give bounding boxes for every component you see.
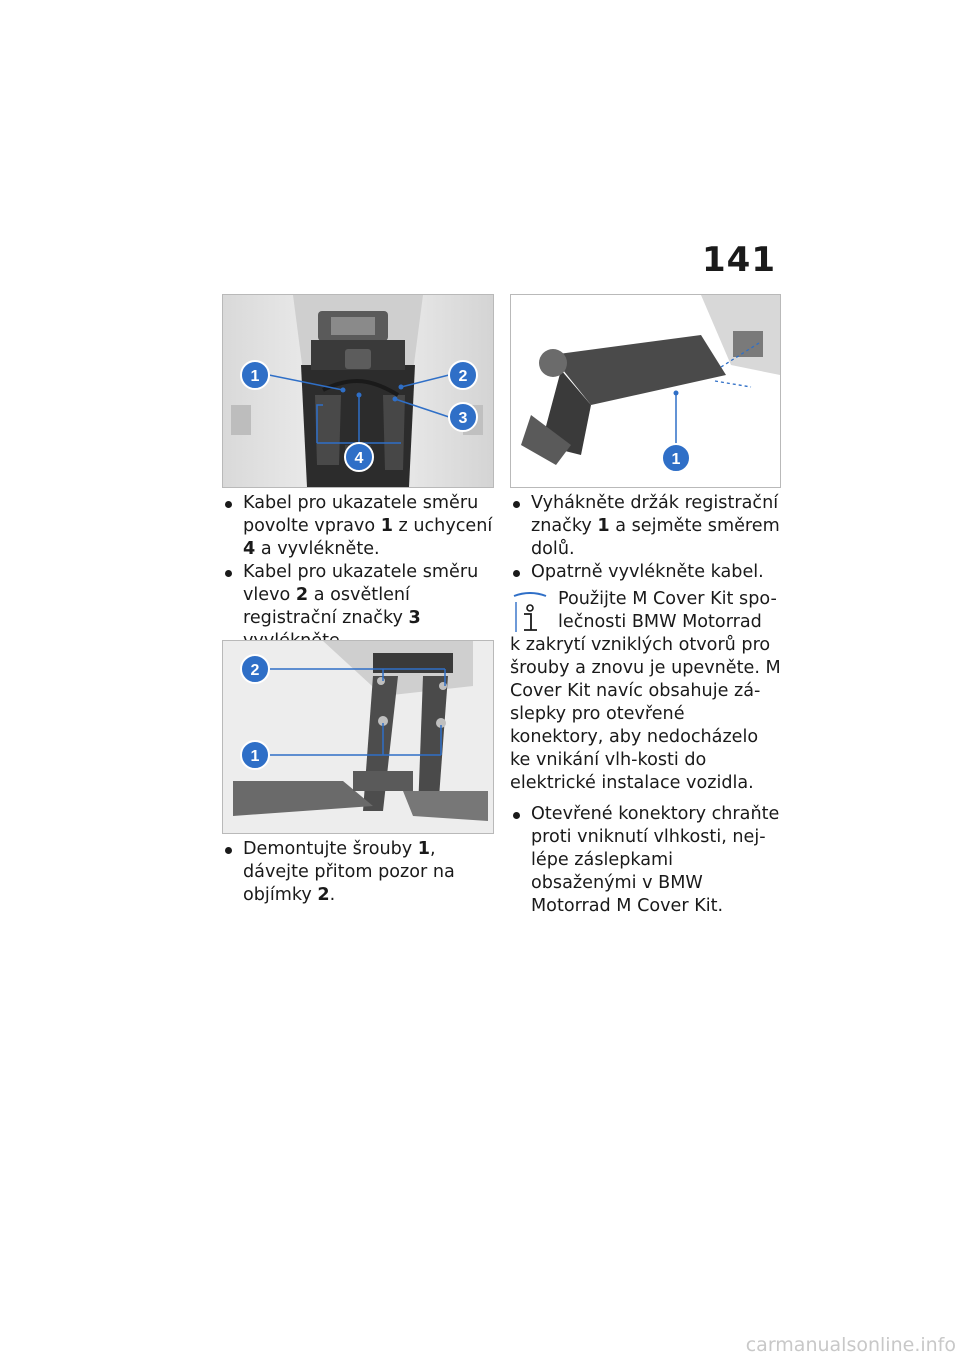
left-column-top: [222, 492, 494, 653]
figure-wiring-under-seat-image: [223, 295, 493, 487]
callout-1: 1: [250, 748, 260, 765]
left-column-bottom: [222, 838, 494, 907]
figure-wiring-under-seat: [222, 294, 494, 488]
list-item: Opatrně vyvlékněte kabel.: [510, 561, 782, 584]
callout-3: 3: [458, 410, 468, 427]
callout-1: 1: [671, 451, 681, 468]
page-number: 141: [702, 240, 776, 280]
callout-2: 2: [250, 662, 260, 679]
callout-2: 2: [458, 368, 468, 385]
note-line-1: Použijte M Cover Kit spo-: [558, 589, 777, 609]
list-item: Kabel pro ukazatele směru vlevo 2 a osvětlení registrační značky 3: [222, 561, 494, 653]
list-item: Otevřené konektory chraňte proti vniknutí vlhkosti, nej-lépe záslepkami obsaženými v BMW Motorrad M Cover Kit.: [510, 803, 782, 918]
figure-license-plate-holder: [510, 294, 781, 488]
info-icon: [510, 592, 550, 636]
list-item: Kabel pro ukazatele směru povolte vpravo 1 z uchycení 4 a vyvlékněte.: [222, 492, 494, 561]
note-body: k zakrytí vzniklých otvorů pro šrouby a znovu je upevněte. M Cover Kit navíc obsahuje zá-slepky pro otevřené konektory, aby nedocházelo ke vnikání vlh-kosti do elektrické instalace vozidla.: [510, 635, 781, 793]
figure-screws-and-sleeves: [222, 640, 494, 834]
list-item: Demontujte šrouby 1, dávejte přitom pozor na objímky 2.: [222, 838, 494, 907]
figure-license-plate-holder-image: [511, 295, 780, 487]
right-column: [510, 492, 782, 918]
note-line-2: lečnosti BMW Motorrad: [558, 612, 762, 632]
callout-1: 1: [250, 368, 260, 385]
list-item: Vyhákněte držák registrační značky 1 a sejměte směrem dolů.: [510, 492, 782, 561]
figure-screws-and-sleeves-image: [223, 641, 493, 833]
watermark: carmanualsonline.info: [745, 1334, 956, 1356]
info-note: [510, 588, 782, 795]
callout-4: 4: [354, 450, 364, 467]
